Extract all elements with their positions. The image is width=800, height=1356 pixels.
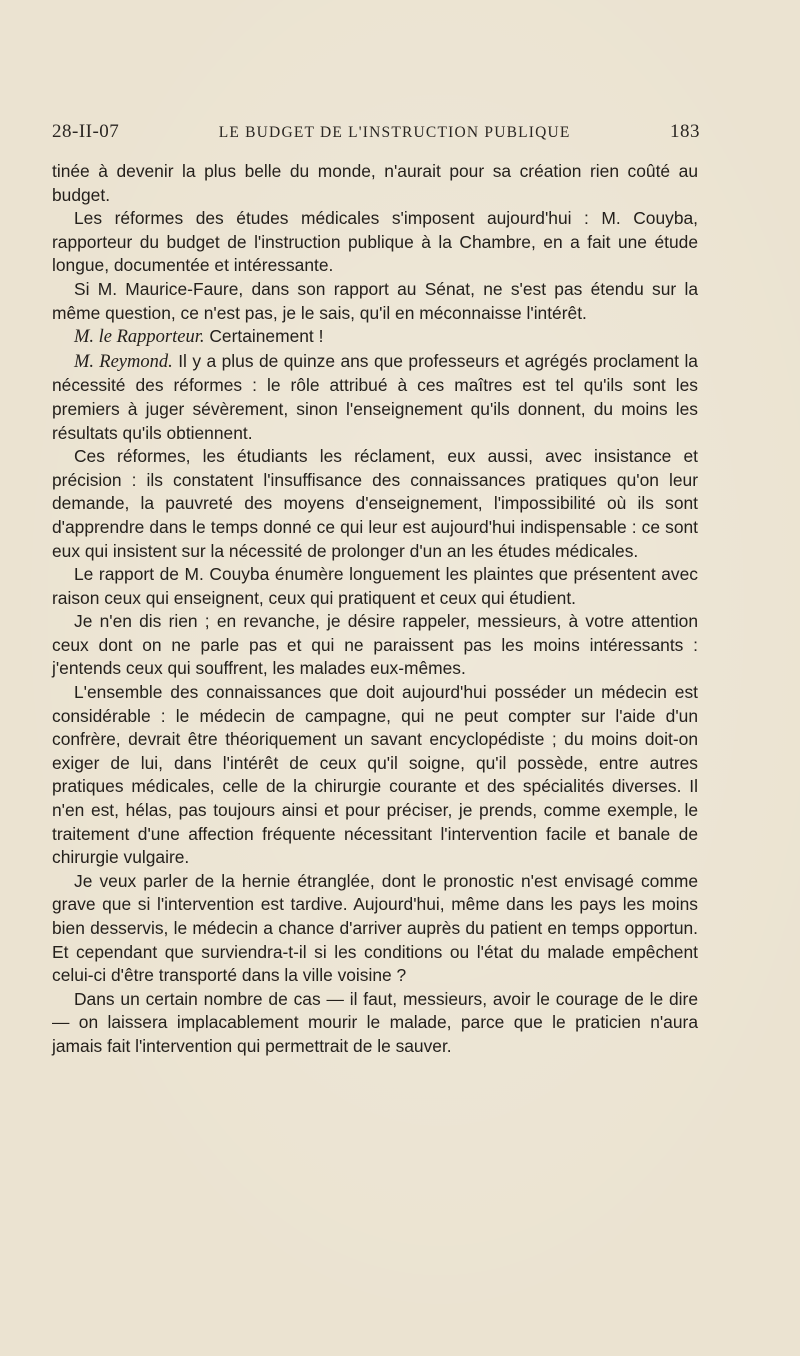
paragraph — [52, 325, 698, 350]
paragraph-text: Ces réformes, les étudiants les réclament, eux aussi, avec insistance et précision : ils constatent l'insuffisance des connaissances pratiques qu'on leur demande, la pauvreté des moyens d'enseignement, l'impossibilité où ils sont d'apprendre dans le temps donné ce qui leur est aujourd'hui indispensable : ce sont eux qui insistent sur la nécessité de prolonger d'un an les études médicales. — [52, 446, 698, 561]
paragraph-text: L'ensemble des connaissances que doit aujourd'hui posséder un médecin est considérable : le médecin de campagne, qui ne peut compter sur l'aide d'un confrère, devrait être théoriquement un savant encyclopédiste ; du moins doit-on exiger de lui, dans l'intérêt de ceux qu'il soigne, qu'il possède, entre autres pratiques médicales, celle de la chirurgie courante et des spécialités diverses. Il n'en est, hélas, pas toujours ainsi et pour préciser, je prends, comme exemple, le traitement d'une affection fréquente nécessitant l'intervention facile et banale de chirurgie vulgaire. — [52, 682, 698, 868]
paragraph-text: Le rapport de M. Couyba énumère longuement les plaintes que présentent avec raison ceux qui enseignent, ceux qui pratiquent et ceux qui étudient. — [52, 564, 698, 608]
paragraph-text: Je veux parler de la hernie étranglée, dont le pronostic n'est envisagé comme grave que si l'intervention est tardive. Aujourd'hui, même dans les pays les moins bien desservis, le médecin a chance d'arriver auprès du patient en temps opportun. Et cependant que surviendra-t-il si les conditions ou l'état du malade empêchent celui-ci d'être transporté dans la ville voisine ? — [52, 870, 698, 986]
paragraph-text: Les réformes des études médicales s'imposent aujourd'hui : M. Couyba, rapporteur du budget de l'instruction publique à la Chambre, en a fait une étude longue, documentée et intéressante. — [52, 208, 698, 276]
speaker-name: M. Reymond. — [74, 351, 173, 372]
paragraph — [52, 988, 698, 1059]
paragraph — [52, 870, 698, 988]
paragraph-text: tinée à devenir la plus belle du monde, n'aurait pour sa création rien coûté au budget. — [52, 161, 698, 205]
paragraph — [52, 350, 698, 445]
running-head — [52, 121, 700, 147]
paragraph — [52, 445, 698, 563]
session-date: 28-II-07 — [52, 121, 120, 142]
paragraph — [52, 563, 698, 610]
paragraph-text: Dans un certain nombre de cas — il faut, messieurs, avoir le courage de le dire — on laissera implacablement mourir le malade, parce que le praticien n'aura jamais fait l'intervention qui permettrait de le sauver. — [52, 988, 698, 1056]
paragraph-text: Il y a plus de quinze ans que professeurs et agrégés proclament la nécessité des réformes : le rôle attribué à ces maîtres est tel qu'ils sont les premiers à juger sévèrement, sinon l'enseignement qu'ils donnent, du moins les résultats qu'ils obtiennent. — [52, 350, 698, 443]
paragraph — [52, 207, 698, 278]
running-title: LE BUDGET DE L'INSTRUCTION PUBLIQUE — [218, 124, 571, 141]
body-text — [52, 160, 698, 1059]
paragraph — [52, 610, 698, 681]
page-number: 183 — [670, 121, 700, 142]
paragraph-text: Si M. Maurice-Faure, dans son rapport au Sénat, ne s'est pas étendu sur la même question, ce n'est pas, je le sais, qu'il en méconnaisse l'intérêt. — [52, 278, 698, 323]
speaker-name: M. le Rapporteur. — [74, 327, 205, 348]
paragraph — [52, 278, 698, 325]
paragraph — [52, 160, 698, 207]
paragraph-text: Je n'en dis rien ; en revanche, je désire rappeler, messieurs, à votre attention ceux dont on ne parle pas et qui ne paraissent pas les moins intéressants : j'entends ceux qui souffrent, les malades eux-mêmes. — [52, 611, 698, 679]
paragraph-text: Certainement ! — [209, 326, 324, 347]
paragraph — [52, 681, 698, 870]
